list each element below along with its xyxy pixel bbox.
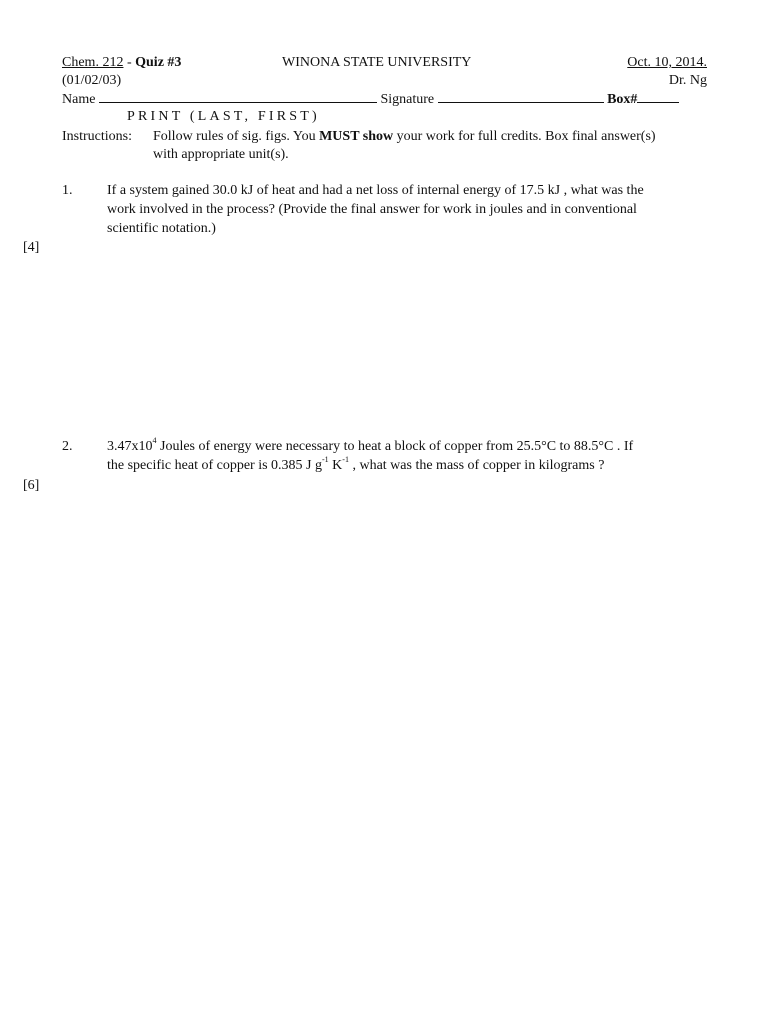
question-1-line-2: work involved in the process? (Provide the final answer for work in joules and in conventional — [107, 202, 637, 217]
quiz-date: Oct. 10, 2014. — [627, 55, 707, 70]
question-2-points: [6] — [23, 478, 40, 493]
question-1-points: [4] — [23, 240, 40, 255]
instructions-text-a: Follow rules of sig. figs. You — [153, 129, 320, 144]
question-2-answer-area[interactable] — [107, 490, 707, 990]
q2-line-1-rest: Joules of energy were necessary to heat a block of copper from 25.5°C to 88.5°C . If — [156, 439, 634, 454]
question-1-number: 1. — [62, 183, 73, 198]
name-row — [62, 90, 679, 108]
instructions-text-b: your work for full credits. Box final answer(s) — [393, 129, 656, 144]
instructor-name: Dr. Ng — [668, 73, 707, 88]
q2-line-2-rest: , what was the mass of copper in kilograms ? — [348, 458, 605, 473]
q2-energy-exponent: 4 — [152, 436, 157, 446]
university-name: WINONA STATE UNIVERSITY — [282, 55, 472, 70]
q2-kelvin-exponent: -1 — [342, 455, 349, 465]
course-code: Chem. 212 — [62, 55, 124, 70]
name-label: Name — [62, 92, 96, 107]
q2-kelvin-unit: K — [328, 458, 343, 473]
instructions-line-1 — [153, 128, 656, 145]
q2-gram-exponent: -1 — [322, 455, 329, 465]
q2-specific-heat: the specific heat of copper is 0.385 J g — [107, 458, 322, 473]
question-1-answer-area[interactable] — [107, 262, 707, 422]
quiz-title: Quiz #3 — [135, 55, 182, 70]
signature-field[interactable] — [438, 90, 604, 103]
course-line — [62, 54, 181, 71]
question-2-line-2 — [107, 457, 604, 474]
name-field[interactable] — [99, 90, 377, 103]
section-numbers: (01/02/03) — [62, 73, 122, 88]
instructions-label: Instructions: — [62, 129, 132, 144]
print-hint: PRINT (LAST, FIRST) — [127, 109, 320, 124]
question-2-number: 2. — [62, 439, 73, 454]
question-1-line-1: If a system gained 30.0 kJ of heat and had a net loss of internal energy of 17.5 kJ , what was the — [107, 183, 644, 198]
instructions-line-2: with appropriate unit(s). — [153, 147, 289, 162]
box-number-field[interactable] — [637, 90, 679, 103]
box-label: Box# — [607, 92, 638, 107]
question-1-line-3: scientific notation.) — [107, 221, 216, 236]
title-separator: - — [123, 55, 136, 70]
q2-energy-value: 3.47x10 — [107, 439, 153, 454]
must-show-emphasis: MUST show — [319, 129, 394, 144]
signature-label: Signature — [380, 92, 435, 107]
question-2-line-1 — [107, 438, 633, 455]
